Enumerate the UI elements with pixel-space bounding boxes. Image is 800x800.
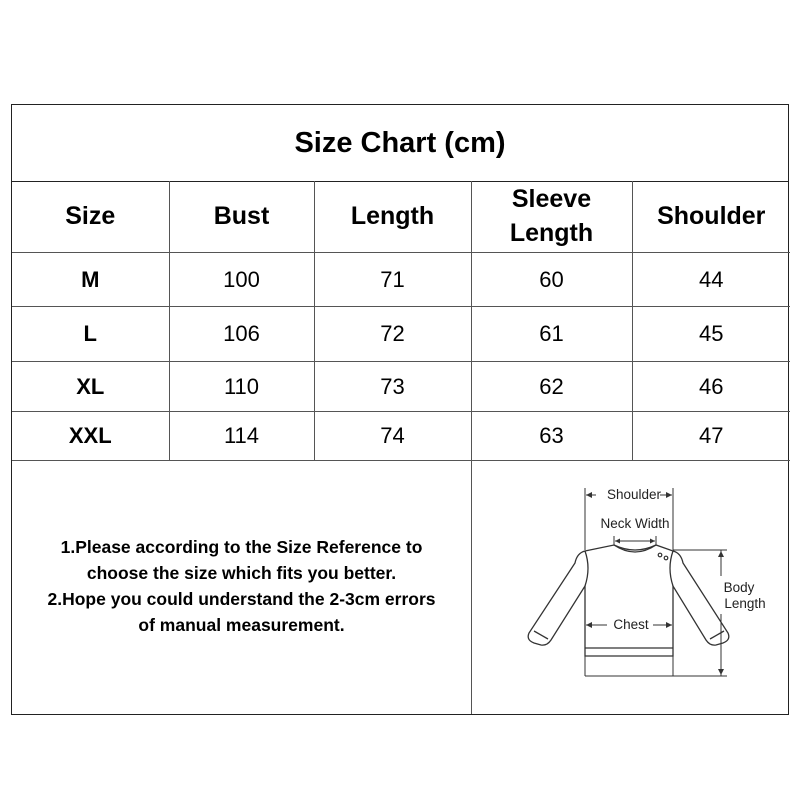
header-row [12,181,790,253]
note-line: 1.Please according to the Size Reference to [60,537,423,557]
right-cuff [710,631,724,639]
note-line: 2.Hope you could understand the 2-3cm errors [47,589,436,609]
shoulder-cell: 46 [632,362,790,412]
note-line: of manual measurement. [138,615,345,635]
header-shoulder: Shoulder [632,181,790,253]
sleeve-cell: 60 [471,253,632,307]
table-row [12,412,790,461]
header-bust: Bust [169,181,314,253]
arrowhead-icon [586,492,592,498]
bottom-section [12,458,788,714]
length-cell: 73 [314,362,471,412]
length-cell: 71 [314,253,471,307]
arrowhead-icon [615,539,620,544]
button-icon [664,556,668,560]
button-icon [658,553,662,557]
measurement-notes [12,458,472,714]
right-seam [670,551,673,586]
note-line: choose the size which fits you better. [86,563,397,583]
length-cell: 72 [314,307,471,362]
arrowhead-icon [718,669,724,675]
sweater-diagram-svg [473,458,789,714]
size-cell: XXL [12,412,169,461]
header-sleeve-length-text: Sleeve Length [509,184,594,247]
shoulder-cell: 45 [632,307,790,362]
collar-line [614,545,656,552]
sleeve-cell: 61 [471,307,632,362]
size-table [12,181,790,461]
bust-cell: 100 [169,253,314,307]
arrowhead-icon [586,622,592,628]
header-size: Size [12,181,169,253]
label-neck-width: Neck Width [600,516,670,531]
chart-title: Size Chart (cm) [12,105,788,182]
label-body: Body [723,580,755,595]
arrowhead-icon [650,539,655,544]
left-seam [585,551,588,586]
label-chest: Chest [613,617,649,632]
table-row [12,362,790,412]
label-shoulder: Shoulder [606,487,662,502]
label-length: Length [724,596,766,611]
length-cell: 74 [314,412,471,461]
arrowhead-icon [718,551,724,557]
header-length: Length [314,181,471,253]
sweater-outline [528,545,729,656]
left-cuff [534,631,548,639]
shoulder-cell: 47 [632,412,790,461]
sweater-measurement-diagram [473,458,789,714]
bust-cell: 110 [169,362,314,412]
size-cell: M [12,253,169,307]
shoulder-cell: 44 [632,253,790,307]
sleeve-cell: 62 [471,362,632,412]
bust-cell: 114 [169,412,314,461]
size-cell: XL [12,362,169,412]
size-cell: L [12,307,169,362]
size-chart [11,104,789,715]
arrowhead-icon [666,492,672,498]
header-sleeve-length [471,181,632,253]
arrowhead-icon [666,622,672,628]
table-row [12,253,790,307]
table-row [12,307,790,362]
bust-cell: 106 [169,307,314,362]
sleeve-cell: 63 [471,412,632,461]
